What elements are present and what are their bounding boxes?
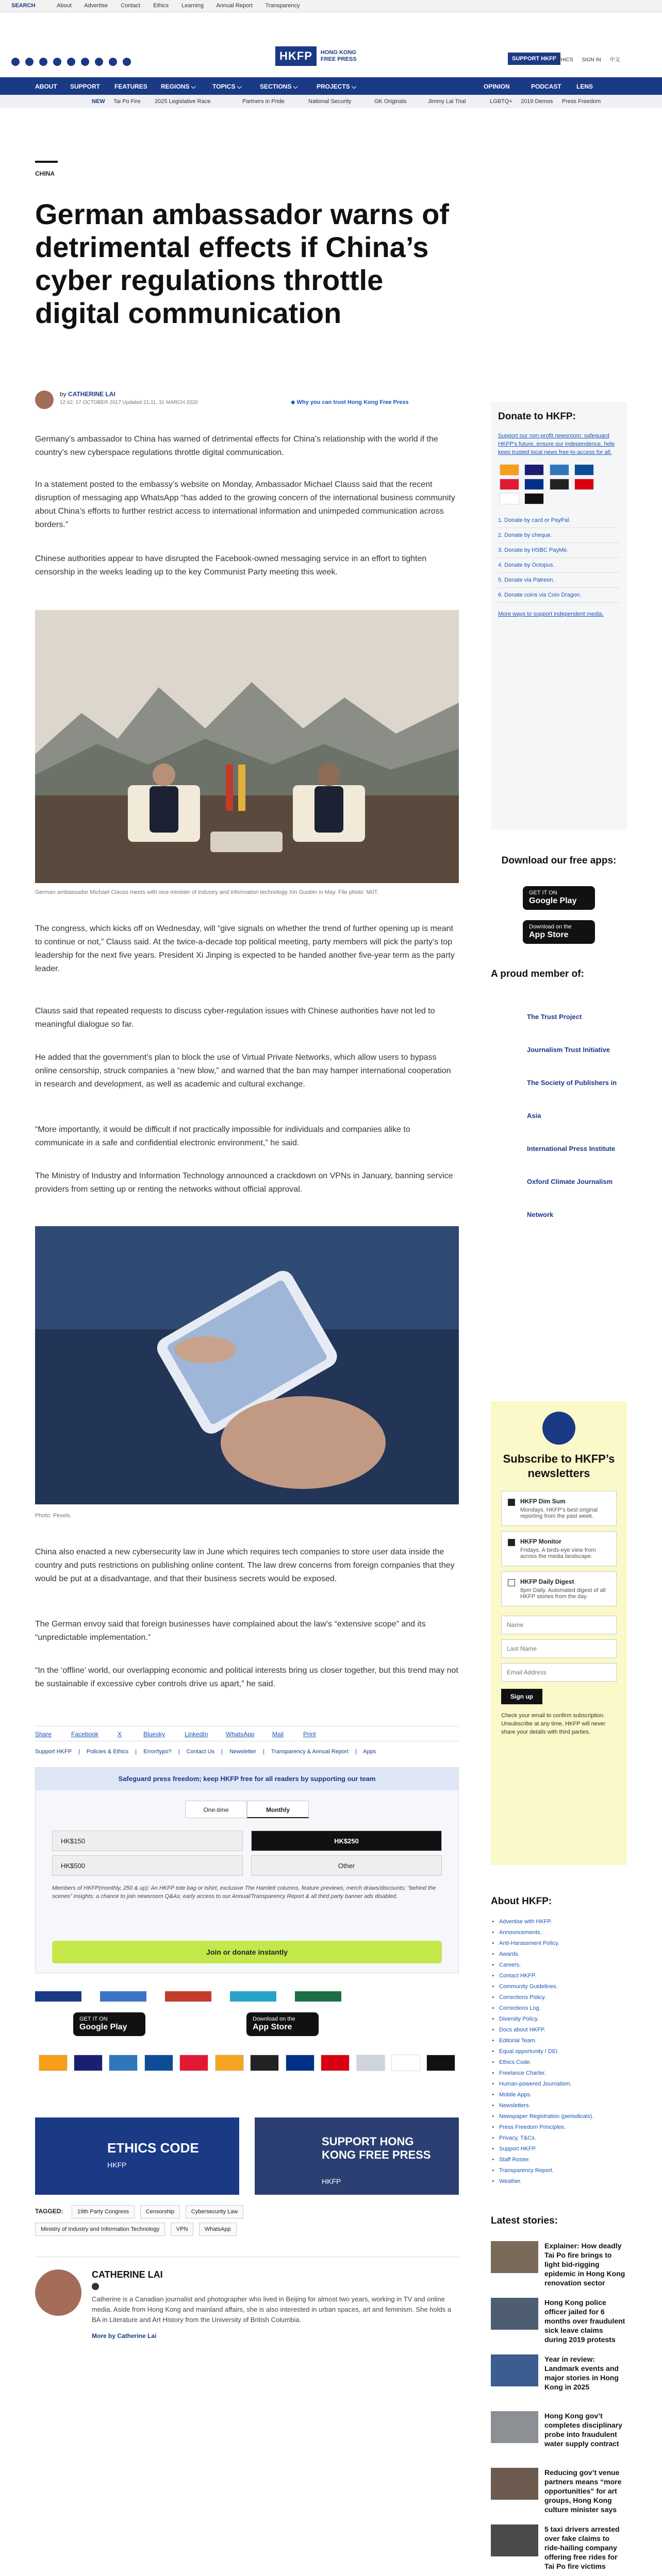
about-link[interactable]: • Support HKFP. <box>499 2144 627 2155</box>
footer-link[interactable]: Contact Us <box>186 1749 215 1755</box>
footer-link[interactable]: Policies & Ethics <box>86 1749 129 1755</box>
unionpay-icon <box>179 2055 208 2071</box>
facebook-icon[interactable] <box>25 58 34 66</box>
about-link[interactable]: • Announcements. <box>499 1927 627 1938</box>
avatar[interactable] <box>35 391 54 409</box>
footer-sep: | <box>355 1749 357 1755</box>
trending-item[interactable]: Jimmy Lai Trial <box>428 98 466 105</box>
octopus-icon <box>215 2055 244 2071</box>
join-donate-button[interactable]: Join or donate instantly <box>52 1941 442 1963</box>
proud-member-box <box>491 969 627 1231</box>
newsletter-name: HKFP Daily Digest <box>520 1578 574 1585</box>
category-kicker[interactable]: CHINA <box>35 170 55 177</box>
youtube-icon[interactable] <box>109 58 117 66</box>
about-link[interactable]: • Anti-Harassment Policy. <box>499 1938 627 1949</box>
top-link[interactable]: Annual Report <box>216 3 253 9</box>
support-banner-sub: HKFP <box>322 2177 341 2185</box>
about-link[interactable]: • Staff Roster. <box>499 2155 627 2165</box>
member-logo-label[interactable]: Journalism Trust Initiative <box>527 1046 610 1054</box>
about-link[interactable]: • Docs about HKFP. <box>499 2025 627 2036</box>
proud-title: A proud member of: <box>491 969 584 979</box>
donate-option[interactable]: 2. Donate by cheque. <box>498 528 620 543</box>
page-title: German ambassador warns of detrimental effects if China’s cyber regulations throttle digital communication <box>35 198 449 329</box>
about-link[interactable]: • Editorial Team. <box>499 2036 627 2046</box>
donate-title: Donate to HKFP: <box>498 411 576 422</box>
donate-sidebar-box <box>491 402 627 829</box>
about-link[interactable]: • Diversity Policy. <box>499 2014 627 2025</box>
site-logo[interactable] <box>275 46 357 66</box>
trending-item[interactable]: 2025 Legislative Race <box>155 98 211 105</box>
oxford-climate-logo[interactable] <box>295 1991 341 2002</box>
app-store-badge[interactable] <box>523 920 595 944</box>
share-bar <box>35 1726 459 1741</box>
member-logo-strip <box>35 1989 459 2004</box>
about-link[interactable]: • Corrections Policy. <box>499 1992 627 2003</box>
footer-sep: | <box>78 1749 80 1755</box>
about-link[interactable]: • Community Guidelines. <box>499 1981 627 1992</box>
nav-item[interactable]: LENS <box>576 83 593 90</box>
trending-item[interactable]: Partners in Pride <box>242 98 285 105</box>
nav-item[interactable]: SECTIONS ⌵ <box>260 83 298 90</box>
support-hkfp-banner[interactable] <box>255 2117 459 2195</box>
donate-intro[interactable]: Support our non-profit newsroom: safeguard HKFP’s future, ensure our independence, help keep trusted local news free-to-access for all. <box>498 433 615 455</box>
threads-icon[interactable] <box>53 58 61 66</box>
search-button[interactable]: SEARCH <box>11 3 36 9</box>
amount-option-selected[interactable]: HK$250 <box>251 1831 442 1851</box>
support-hkfp-button[interactable]: SUPPORT HKFP <box>508 53 560 65</box>
byline-prefix: by <box>60 391 67 398</box>
tags-label: TAGGED: <box>35 2208 63 2215</box>
about-link[interactable]: • Press Freedom Principles. <box>499 2122 627 2133</box>
footer-link[interactable]: Apps <box>363 1749 376 1755</box>
nav-item[interactable]: REGIONS ⌵ <box>161 83 196 90</box>
latest-story[interactable] <box>491 2468 627 2524</box>
phone-illustration <box>35 1226 459 1504</box>
ethics-link[interactable]: ETHICS <box>554 57 573 63</box>
latest-title-box <box>491 2215 627 2227</box>
ethics-code-banner[interactable] <box>35 2117 239 2195</box>
ipi-logo[interactable] <box>230 1991 276 2002</box>
sign-up-button[interactable]: Sign up <box>501 1689 542 1704</box>
nav-item[interactable]: OPINION <box>484 83 510 90</box>
app-store-small: Download on the <box>253 2016 295 2022</box>
apps-title: Download our free apps: <box>501 855 617 866</box>
instagram-icon[interactable] <box>39 58 47 66</box>
app-store-small: Download on the <box>529 924 572 930</box>
about-box <box>491 1896 627 2187</box>
google-play-label: Google Play <box>529 896 577 905</box>
patreon-icon <box>550 479 569 490</box>
x-icon[interactable] <box>11 58 20 66</box>
share-x[interactable]: X <box>118 1731 122 1738</box>
footer-sep: | <box>221 1749 223 1755</box>
article-paragraph: China also enacted a new cybersecurity law in June which requires tech companies to store user data inside the country and puts restrictions on publishing online content. The law drew concerns from foreign companies that they would be put at a disadvantage, and that their business secrets would be exposed. <box>35 1548 455 1583</box>
payme-icon <box>574 479 594 490</box>
member-logo-label[interactable]: Oxford Climate Journalism Network <box>527 1178 613 1218</box>
paypal-icon <box>286 2055 315 2071</box>
jti-logo[interactable] <box>100 1991 146 2002</box>
top-link[interactable]: Transparency <box>265 3 300 9</box>
article-image-phone <box>35 1226 459 1504</box>
about-link[interactable]: • Advertise with HKFP. <box>499 1917 627 1927</box>
telegram-icon[interactable] <box>95 58 103 66</box>
tag-chip[interactable]: Censorship <box>140 2205 180 2218</box>
donate-option[interactable]: 4. Donate by Octopus. <box>498 558 620 573</box>
trending-item[interactable]: GK Originals <box>374 98 407 105</box>
header-links <box>554 55 627 63</box>
social-icons <box>11 58 131 66</box>
unionpay-icon <box>500 479 519 490</box>
sidebar-payment-icons <box>498 463 620 506</box>
monthly-tab[interactable]: Monthly <box>247 1801 309 1818</box>
footer-link[interactable]: Support HKFP <box>35 1749 72 1755</box>
newsletter-note: Check your email to confirm subscription. Unsubscribe at any time. HKFP will never share your details with third parties. <box>501 1713 606 1735</box>
story-thumbnail[interactable] <box>491 2298 538 2330</box>
about-link[interactable]: • Human-powered Journalism. <box>499 2079 627 2090</box>
about-link[interactable]: • Corrections Log. <box>499 2003 627 2014</box>
amex-icon <box>550 464 569 476</box>
top-link[interactable]: Contact <box>121 3 141 9</box>
story-thumbnail[interactable] <box>491 2411 538 2443</box>
latest-story[interactable] <box>491 2298 627 2354</box>
mastercard-icon <box>500 464 519 476</box>
about-link[interactable]: • Contact HKFP. <box>499 1971 627 1981</box>
about-link[interactable]: • Equal opportunity / DEI. <box>499 2046 627 2057</box>
nav-item[interactable]: ABOUT <box>35 83 57 90</box>
jcb-icon <box>144 2055 173 2071</box>
latest-story[interactable] <box>491 2524 627 2576</box>
member-logo-label[interactable]: The Trust Project <box>527 1013 582 1021</box>
apple-pay-icon <box>524 493 544 504</box>
donate-header: Safeguard press freedom; keep HKFP free for all readers by supporting our team <box>36 1768 458 1790</box>
tag-chip[interactable]: Cybersecurity Law <box>186 2205 243 2218</box>
newsletter-option[interactable] <box>501 1571 617 1606</box>
footer-link[interactable]: Error/typo? <box>143 1749 172 1755</box>
google-pay-icon <box>391 2055 420 2071</box>
membership-note: Members of HKFP(monthly, 250 & up): An HKFP tote bag or tshirt, exclusive The Hamlett columns, feature previews; merch draws/discounts; “behind the scenes” insights; a chance to join newsroom Q&As; early access to our Annual/Transparency Report & all third party banner ads disabled. <box>52 1885 436 1900</box>
support-banner-title: SUPPORT HONG KONG FREE PRESS <box>322 2135 431 2161</box>
mastercard-icon <box>39 2055 68 2071</box>
app-store-badge[interactable] <box>246 2012 319 2036</box>
about-link[interactable]: • Careers. <box>499 1960 627 1971</box>
footer-link[interactable]: Newsletter <box>229 1749 256 1755</box>
bluesky-icon[interactable] <box>67 58 75 66</box>
author-avatar[interactable] <box>35 2269 81 2316</box>
jcb-icon <box>574 464 594 476</box>
meeting-illustration <box>35 610 459 883</box>
donate-option[interactable]: 5. Donate via Patreon. <box>498 573 620 588</box>
ethics-banner-title: ETHICS CODE <box>107 2140 199 2156</box>
article-paragraph: Clauss said that repeated requests to discuss cyber-regulation issues with Chinese authorities have not led to meaningful dialogue so far. <box>35 1007 435 1029</box>
image-caption: Photo: Pexels. <box>35 1513 72 1519</box>
story-thumbnail[interactable] <box>491 2241 538 2273</box>
article-paragraph: The German envoy said that foreign businesses have complained about the law’s “extensive scope” and its “unpredictable implementation.” <box>35 1620 426 1642</box>
about-links <box>491 1917 627 2187</box>
donate-widget <box>35 1767 459 1973</box>
donate-options <box>498 513 620 603</box>
google-play-badge[interactable] <box>523 886 595 910</box>
amount-option-other[interactable]: Other <box>251 1855 442 1876</box>
visa-icon <box>74 2055 103 2071</box>
author-name[interactable]: CATHERINE LAI <box>92 2269 163 2280</box>
trending-item[interactable]: Press Freedom <box>562 98 601 105</box>
more-by-author-link[interactable]: More by Catherine Lai <box>92 2332 157 2340</box>
member-logo-label[interactable]: The Society of Publishers in Asia <box>527 1079 617 1120</box>
chinese-link[interactable]: 中文 <box>609 57 620 63</box>
article-paragraph: “More importantly, it would be difficult if not practically impossible for individuals and companies alike to communicate in a safe and confidential electronic environment,” he said. <box>35 1125 410 1147</box>
visa-icon <box>524 464 544 476</box>
footer-link[interactable]: Transparency & Annual Report <box>271 1749 349 1755</box>
ethics-banner-sub: HKFP <box>107 2161 127 2169</box>
author-box <box>35 2257 459 2349</box>
sign-in-link[interactable]: SIGN IN <box>582 57 601 63</box>
about-link[interactable]: • Privacy, T&Cs. <box>499 2133 627 2144</box>
article-paragraph: The congress, which kicks off on Wednesday, will “give signals on whether the trend of further opening up is meant to continue or not,” Clauss said. At the twice-a-decade top political meeting, party members will pick the party’s top leadership for the next five years. President Xi Jinping is expected to be handed another five-year term as the party leader. <box>35 924 455 973</box>
top-link[interactable]: Advertise <box>84 3 108 9</box>
story-headline[interactable]: Reducing gov’t venue partners means “more opportunities” for art groups, Hong Kong culture minister says <box>544 2468 622 2514</box>
google-play-small: GET IT ON <box>529 890 557 896</box>
story-thumbnail[interactable] <box>491 2524 538 2556</box>
linkedin-icon[interactable] <box>81 58 89 66</box>
apple-pay-icon <box>426 2055 455 2071</box>
new-label: NEW <box>92 98 105 105</box>
top-link[interactable]: Learning <box>181 3 204 9</box>
newsletter-box <box>491 1401 627 1865</box>
amex-icon <box>109 2055 138 2071</box>
nav-item[interactable]: FEATURES <box>114 83 147 90</box>
story-thumbnail[interactable] <box>491 2354 538 2386</box>
apps-sidebar <box>491 855 627 867</box>
trending-bar <box>0 95 662 108</box>
facebook-icon[interactable] <box>92 2283 99 2290</box>
logo-line: HONG KONG <box>320 49 356 56</box>
article-paragraph: Chinese authorities appear to have disrupted the Facebook-owned messaging service in an effort to tighten censorship in the weeks leading up to the key Communist Party meeting this week. <box>35 554 427 577</box>
nav-item[interactable]: PODCAST <box>531 83 561 90</box>
story-headline[interactable]: Year in review: Landmark events and major stories in Hong Kong in 2025 <box>544 2355 619 2391</box>
member-logo-label[interactable]: International Press Institute <box>527 1145 616 1153</box>
article-paragraph: Germany’s ambassador to China has warned of detrimental effects for China’s relationship with the world if the country’s new cyberspace regulations throttle digital communication. <box>35 435 438 457</box>
latest-story[interactable] <box>491 2241 627 2298</box>
trending-item[interactable]: Tai Po Fire <box>113 98 141 105</box>
kicker-rule <box>35 161 58 163</box>
about-link[interactable]: • Ethics Code. <box>499 2057 627 2068</box>
bank-transfer-icon <box>356 2055 385 2071</box>
logo-mark: HKFP <box>275 46 317 66</box>
top-links <box>57 3 311 9</box>
about-link[interactable]: • Weather. <box>499 2176 627 2187</box>
tag-chip[interactable]: 19th Party Congress <box>72 2205 135 2218</box>
sopa-logo[interactable] <box>165 1991 211 2002</box>
story-headline[interactable]: Hong Kong police officer jailed for 6 months over fraudulent sick leave claims during 2019 protests <box>544 2298 625 2344</box>
checkbox-checked-icon[interactable] <box>508 1539 515 1546</box>
about-link[interactable]: • Mobile Apps. <box>499 2090 627 2100</box>
story-headline[interactable]: Hong Kong gov’t completes disciplinary probe into fraudulent water supply contract <box>544 2412 622 2448</box>
newsletter-name: HKFP Dim Sum <box>520 1498 566 1505</box>
top-link[interactable]: Ethics <box>153 3 169 9</box>
top-bar <box>0 0 662 12</box>
author-link[interactable]: CATHERINE LAI <box>68 391 115 398</box>
top-link[interactable]: About <box>57 3 72 9</box>
footer-sep: | <box>135 1749 137 1755</box>
share-label[interactable]: Share <box>35 1731 52 1738</box>
tag-chip[interactable]: VPN <box>171 2223 194 2236</box>
logo-line: FREE PRESS <box>320 56 357 62</box>
story-headline[interactable]: Explainer: How deadly Tai Po fire brings to light bid-rigging epidemic in Hong Kong renovation sector <box>544 2242 625 2287</box>
google-play-label: Google Play <box>79 2023 127 2031</box>
story-thumbnail[interactable] <box>491 2468 538 2500</box>
article-paragraph: “In the ‘offline’ world, our overlapping economic and political interests bring us closer together, but this trend may not be sustainable if excessive cyber controls drive us apart,” he said. <box>35 1666 458 1688</box>
byline <box>35 387 459 413</box>
checkbox-checked-icon[interactable] <box>508 1499 515 1506</box>
latest-title: Latest stories: <box>491 2215 558 2226</box>
footer-sep: | <box>263 1749 264 1755</box>
about-link[interactable]: • Transparency Report. <box>499 2165 627 2176</box>
article-image-meeting <box>35 610 459 883</box>
app-store-label: App Store <box>529 930 569 939</box>
trust-icon: ◆ <box>291 399 297 405</box>
amount-option[interactable]: HK$500 <box>52 1855 243 1876</box>
image-caption: German ambassador Michael Clauss meets with vice minister of industry and information technology Xin Guobin in May. File photo: MIIT. <box>35 889 379 895</box>
brand-header <box>0 12 662 77</box>
trending-item[interactable]: National Security <box>308 98 352 105</box>
donate-option[interactable]: 6. Donate coins via Coin Dragon. <box>498 588 620 603</box>
trust-project-logo[interactable] <box>35 1991 81 2002</box>
paypal-icon <box>524 479 544 490</box>
newsletter-desc: Mondays. HKFP’s best original reporting from the past week. <box>520 1507 598 1519</box>
newsletter-desc: Fridays. A birds-eye view from across the media landscape. <box>520 1547 596 1560</box>
one-time-tab[interactable]: One-time <box>185 1801 247 1818</box>
google-pay-icon <box>500 493 519 504</box>
main-nav <box>0 77 662 95</box>
trending-item[interactable]: LGBTQ+ <box>490 98 512 105</box>
about-link[interactable]: • Awards. <box>499 1949 627 1960</box>
publish-dates: 12:42, 17 OCTOBER 2017 Updated 21:11, 31 MARCH 2020 <box>60 400 198 405</box>
email-field[interactable] <box>501 1663 617 1682</box>
last-name-field[interactable] <box>501 1639 617 1658</box>
donate-option[interactable]: 1. Donate by card or PayPal. <box>498 513 620 528</box>
tag-chip[interactable]: WhatsApp <box>199 2223 237 2236</box>
nav-item[interactable]: TOPICS ⌵ <box>212 83 242 90</box>
latest-story[interactable] <box>491 2411 627 2468</box>
about-link[interactable]: • Newspaper Registration (periodicals). <box>499 2111 627 2122</box>
patreon-icon <box>250 2055 279 2071</box>
story-headline[interactable]: 5 taxi drivers arrested over fake claims to ride-hailing company offering free rides for Tai Po fire victims <box>544 2525 620 2570</box>
trending-item[interactable]: 2019 Demos <box>521 98 553 105</box>
newsletter-desc: 8pm Daily. Automated digest of all HKFP stories from the day. <box>520 1587 606 1600</box>
checkbox-icon[interactable] <box>508 1579 515 1586</box>
article-paragraph: He added that the government’s plan to block the use of Virtual Private Networks, which allow users to bypass online censorship, struck companies a “new blow,” and warned that the ban may hamper international cooperation in research and development, as well as academic and cultural exchange. <box>35 1053 451 1089</box>
latest-story[interactable] <box>491 2354 627 2411</box>
member-list <box>491 1001 627 1231</box>
nav-item[interactable]: PROJECTS ⌵ <box>317 83 357 90</box>
donate-option[interactable]: 3. Donate by HSBC PayMe. <box>498 543 620 558</box>
newsletter-option[interactable] <box>501 1531 617 1566</box>
tags-section <box>35 2205 459 2240</box>
amount-option[interactable]: HK$150 <box>52 1831 243 1851</box>
nav-item[interactable]: SUPPORT <box>70 83 101 90</box>
newsletter-name: HKFP Monitor <box>520 1538 561 1545</box>
share-whatsapp[interactable]: WhatsApp <box>226 1731 255 1738</box>
article-footer-links <box>35 1749 459 1755</box>
about-link[interactable]: • Freelance Charter. <box>499 2068 627 2079</box>
share-mail[interactable]: Mail <box>272 1731 284 1738</box>
name-field[interactable] <box>501 1616 617 1634</box>
author-bio: Catherine is a Canadian journalist and photographer who lived in Beijing for almost two years, working in TV and online media. Aside from Hong Kong and mainland affairs, she is also interested in urban spaces, art and feminism. She holds a BA in Literature and Art History from the University of British Columbia. <box>92 2295 452 2324</box>
payme-icon <box>321 2055 350 2071</box>
about-link[interactable]: • Newsletters. <box>499 2100 627 2111</box>
newsletter-title: Subscribe to HKFP’s newsletters <box>503 1452 615 1480</box>
share-facebook[interactable]: Facebook <box>71 1731 98 1738</box>
more-ways-link[interactable]: More ways to support independent media. <box>498 611 604 617</box>
google-play-badge[interactable] <box>73 2012 145 2036</box>
footer-sep: | <box>178 1749 180 1755</box>
payment-methods <box>35 2053 459 2104</box>
share-print[interactable]: Print <box>303 1731 316 1738</box>
google-play-small: GET IT ON <box>79 2016 108 2022</box>
share-linkedin[interactable]: LinkedIn <box>185 1731 208 1738</box>
newsletter-option[interactable] <box>501 1491 617 1526</box>
about-title: About HKFP: <box>491 1896 552 1907</box>
why-trust-label: Why you can trust Hong Kong Free Press <box>296 399 409 405</box>
why-trust-link[interactable] <box>291 399 409 405</box>
share-bluesky[interactable]: Bluesky <box>143 1731 166 1738</box>
tag-chip[interactable]: Ministry of Industry and Information Technology <box>35 2223 165 2236</box>
article-paragraph: The Ministry of Industry and Information Technology announced a crackdown on VPNs in January, banning service providers from setting up or renting the networks without official approval. <box>35 1172 453 1194</box>
article-paragraph: In a statement posted to the embassy’s website on Monday, Ambassador Michael Clauss said that the recent disruption of messaging app WhatsApp “has added to the growing concern of the international business community about China’s efforts to further restrict access to international information and unimpeded communication across borders.” <box>35 480 455 529</box>
hkfp-badge-icon <box>542 1412 575 1445</box>
rss-icon[interactable] <box>123 58 131 66</box>
app-store-label: App Store <box>253 2023 292 2031</box>
